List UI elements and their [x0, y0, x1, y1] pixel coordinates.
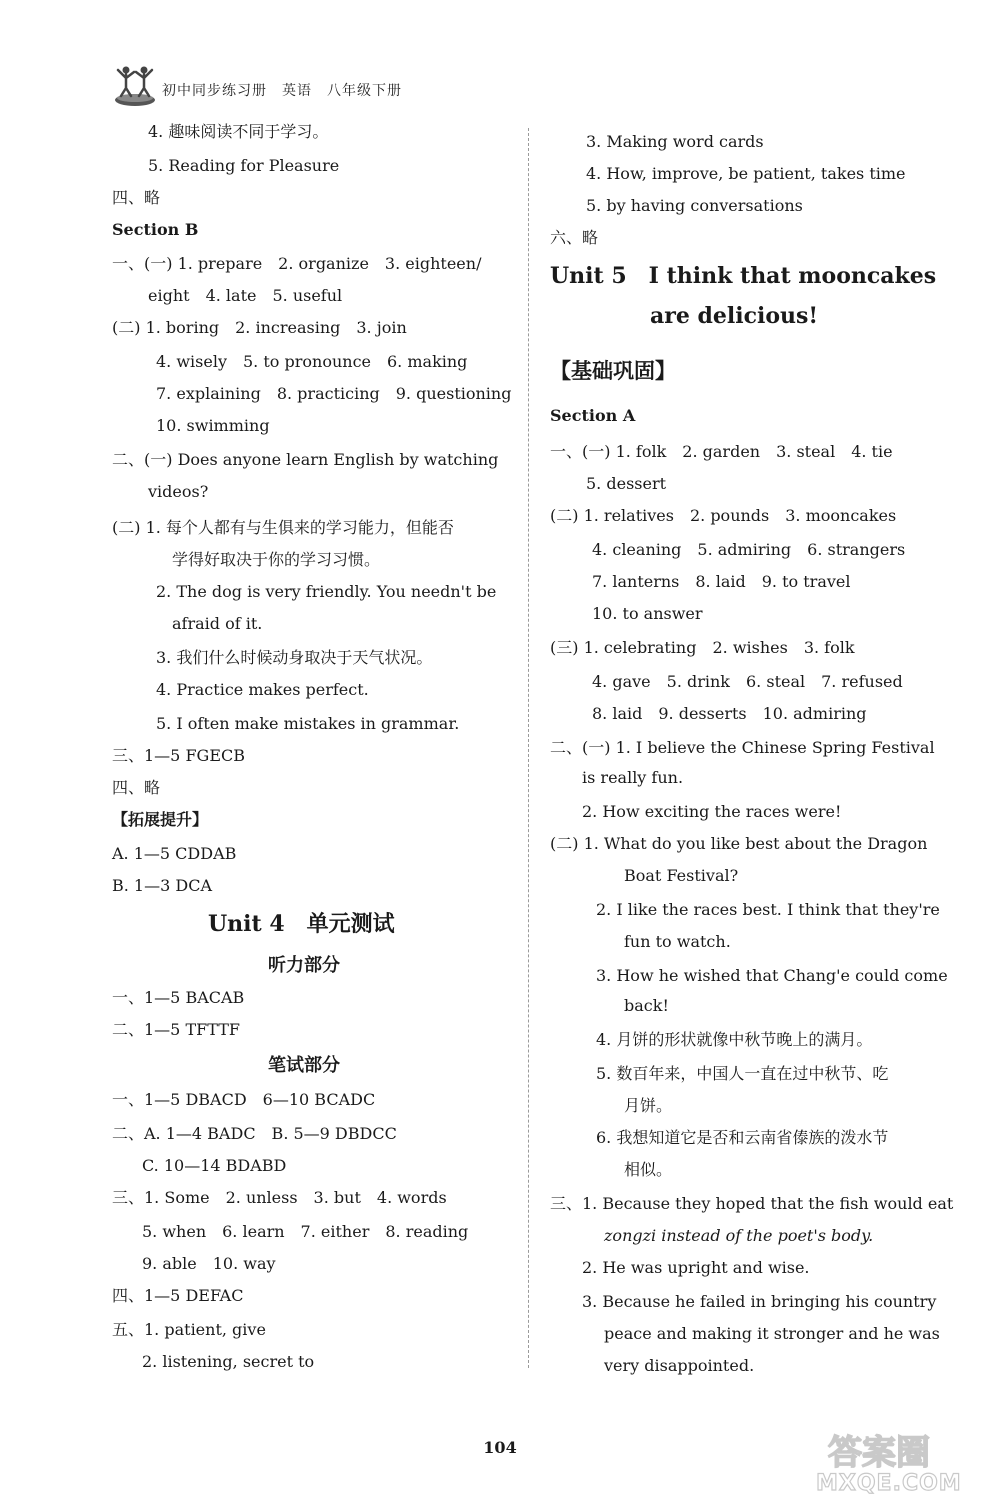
answer-line: 10. swimming — [156, 416, 270, 435]
unit-title: Unit 5 I think that mooncakes — [550, 263, 937, 289]
unit-title-continued: are delicious! — [650, 303, 819, 329]
answer-line: 四、略 — [112, 188, 161, 207]
answer-line: Boat Festival? — [624, 866, 739, 885]
answer-line: 月饼。 — [624, 1096, 673, 1115]
answer-line: 10. to answer — [592, 604, 703, 623]
answer-line: 一、1—5 DBACD 6—10 BCADC — [112, 1090, 376, 1109]
answer-line: 5. I often make mistakes in grammar. — [156, 714, 460, 733]
answer-line: fun to watch. — [624, 932, 731, 951]
answer-line: 相似。 — [624, 1160, 673, 1179]
answer-line: 三、1. Because they hoped that the fish would eat — [550, 1194, 954, 1213]
answer-line: 5. dessert — [586, 474, 667, 493]
answer-line: 4. cleaning 5. admiring 6. strangers — [592, 540, 906, 559]
watermark-logo — [816, 1425, 986, 1497]
answer-line: 2. The dog is very friendly. You needn't be — [156, 582, 497, 601]
section-heading: Section B — [112, 220, 199, 239]
answer-line: 4. How, improve, be patient, takes time — [586, 164, 906, 183]
answer-line: (二) 1. What do you like best about the Dragon — [550, 834, 928, 853]
section-heading: Section A — [550, 406, 636, 425]
answer-line: very disappointed. — [604, 1356, 755, 1375]
answer-line: 2. He was upright and wise. — [582, 1258, 810, 1277]
answer-line: 4. gave 5. drink 6. steal 7. refused — [592, 672, 903, 691]
answer-line: 8. laid 9. desserts 10. admiring — [592, 704, 867, 723]
answer-line: 2. I like the races best. I think that they're — [596, 900, 940, 919]
answer-line: 一、1—5 BACAB — [112, 988, 245, 1007]
answer-line: 三、1. Some 2. unless 3. but 4. words — [112, 1188, 447, 1207]
column-divider — [528, 128, 529, 1368]
answer-line: 四、1—5 DEFAC — [112, 1286, 244, 1305]
answer-line: 3. 我们什么时候动身取决于天气状况。 — [156, 648, 433, 667]
subsection-title: 听力部分 — [268, 955, 340, 976]
answer-line: is really fun. — [582, 768, 684, 787]
answer-line: 二、A. 1—4 BADC B. 5—9 DBDCC — [112, 1124, 397, 1143]
answer-line: 3. Making word cards — [586, 132, 764, 151]
answer-line: 7. explaining 8. practicing 9. questioning — [156, 384, 512, 403]
unit-title: Unit 4 单元测试 — [208, 911, 395, 937]
answer-line: 六、略 — [550, 228, 599, 247]
answer-line: 2. listening, secret to — [142, 1352, 315, 1371]
answer-line: 学得好取决于你的学习习惯。 — [172, 550, 381, 569]
answer-line: (二) 1. relatives 2. pounds 3. mooncakes — [550, 506, 897, 525]
section-heading: 【拓展提升】 — [112, 810, 209, 829]
answer-line: C. 10—14 BDABD — [142, 1156, 287, 1175]
answer-line: 一、(一) 1. prepare 2. organize 3. eighteen/ — [112, 254, 482, 273]
answer-line: 四、略 — [112, 778, 161, 797]
answer-line: 二、1—5 TFTTF — [112, 1020, 240, 1039]
answer-line: B. 1—3 DCA — [112, 876, 212, 895]
answer-line: 6. 我想知道它是否和云南省傣族的泼水节 — [596, 1128, 889, 1147]
answer-line: 2. How exciting the races were! — [582, 802, 842, 821]
answer-line: 5. by having conversations — [586, 196, 803, 215]
answer-line: 3. How he wished that Chang'e could come — [596, 966, 948, 985]
answer-line: 一、(一) 1. folk 2. garden 3. steal 4. tie — [550, 442, 893, 461]
running-header — [112, 62, 532, 108]
answer-line: 4. wisely 5. to pronounce 6. making — [156, 352, 468, 371]
answer-line: videos? — [148, 482, 209, 501]
answer-line: 5. when 6. learn 7. either 8. reading — [142, 1222, 469, 1241]
answer-line: 5. 数百年来，中国人一直在过中秋节、吃 — [596, 1064, 889, 1083]
answer-line: 三、1—5 FGECB — [112, 746, 246, 765]
book-title: 初中同步练习册 英语 八年级下册 — [162, 83, 402, 99]
page-number: 104 — [483, 1438, 517, 1457]
answer-line: 9. able 10. way — [142, 1254, 276, 1273]
answer-line: 7. lanterns 8. laid 9. to travel — [592, 572, 851, 591]
reading-figures-logo-icon — [112, 62, 158, 108]
answer-line: (二) 1. 每个人都有与生俱来的学习能力，但能否 — [112, 518, 454, 537]
answer-line: 3. Because he failed in bringing his country — [582, 1292, 937, 1311]
answer-line: back! — [624, 996, 669, 1015]
answer-line: A. 1—5 CDDAB — [112, 844, 237, 863]
answer-line: zongzi instead of the poet's body. — [604, 1226, 874, 1245]
answer-line: 4. Practice makes perfect. — [156, 680, 369, 699]
answer-line: (二) 1. boring 2. increasing 3. join — [112, 318, 407, 337]
answer-line: 二、(一) Does anyone learn English by watching — [112, 450, 499, 469]
answer-line: (三) 1. celebrating 2. wishes 3. folk — [550, 638, 855, 657]
answer-line: 五、1. patient, give — [112, 1320, 266, 1339]
answer-line: peace and making it stronger and he was — [604, 1324, 940, 1343]
answer-line: 5. Reading for Pleasure — [148, 156, 340, 175]
watermark-url: MXQE.COM — [816, 1471, 962, 1496]
subsection-title: 笔试部分 — [268, 1055, 340, 1076]
section-heading: 【基础巩固】 — [550, 359, 676, 383]
answer-line: afraid of it. — [172, 614, 263, 633]
answer-line: 二、(一) 1. I believe the Chinese Spring Festival — [550, 738, 935, 757]
answer-line: 4. 月饼的形状就像中秋节晚上的满月。 — [596, 1030, 873, 1049]
answer-line: eight 4. late 5. useful — [148, 286, 343, 305]
watermark-text: 答案圈 — [828, 1433, 930, 1473]
answer-line: 4. 趣味阅读不同于学习。 — [148, 122, 329, 141]
